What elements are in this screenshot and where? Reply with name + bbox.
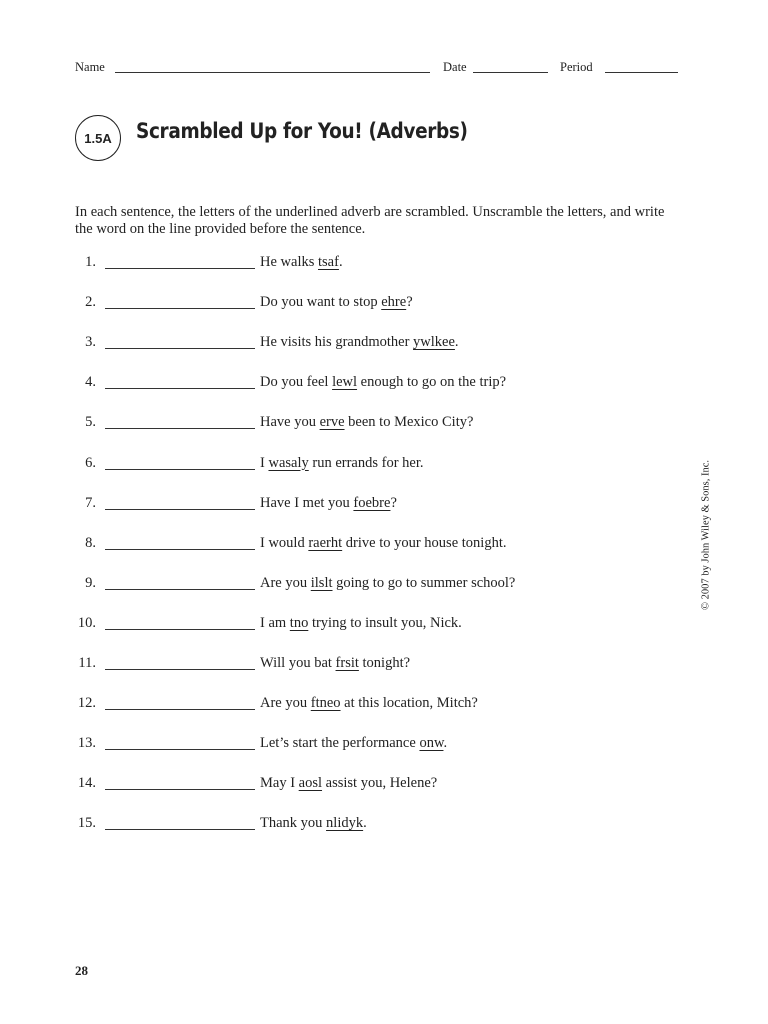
exercise-item [0,575,690,595]
sentence-start: I [260,454,269,471]
item-number: 14. [77,775,96,792]
instructions: In each sentence, the letters of the underlined adverb are scrambled. Unscramble the letters, and write the word on the line provided before the sentence. [75,204,665,237]
sentence [260,294,413,311]
sentence-start: Thank you [260,815,327,832]
item-number: 8. [85,534,96,551]
sentence-start: Do you want to stop [260,294,382,311]
sentence-start: I am [260,614,290,631]
sentence-start: May I [260,775,299,792]
exercise-item [0,495,690,515]
exercise-item [0,615,690,635]
sentence-end: at this location, Mitch? [340,695,478,712]
item-number: 6. [85,454,96,471]
item-number: 3. [85,334,96,351]
scrambled-adverb: onw [419,735,444,752]
worksheet-header [75,60,680,76]
sentence-start: Are you [260,574,311,591]
scrambled-adverb: nlidyk [326,815,364,832]
sentence-start: Do you feel [260,374,333,391]
date-field[interactable] [473,72,548,73]
sentence-start: Are you [260,695,311,712]
exercise-item [0,254,690,274]
sentence [260,695,478,712]
sentence-end: run errands for her. [308,454,424,471]
copyright-notice: © 2007 by John Wiley & Sons, Inc. [700,460,712,610]
exercise-item [0,535,690,555]
sentence [260,414,473,431]
sentence [260,735,447,752]
sentence-end: trying to insult you, Nick. [308,614,462,631]
sentence-end: tonight? [358,655,411,671]
sentence-start: Let’s start the performance [260,735,420,752]
name-label: Name [75,60,105,74]
scrambled-adverb: raerht [308,534,343,551]
answer-blank[interactable] [105,308,255,309]
sentence-end: ? [406,294,413,311]
scrambled-adverb: ilslt [310,574,333,591]
sentence [260,495,397,512]
sentence-end: assist you, Helene? [322,775,438,792]
exercise-item [0,735,690,755]
scrambled-adverb: foebre [353,494,391,511]
sentence [260,775,437,792]
scrambled-adverb: ftneo [310,695,341,712]
item-number: 13. [77,735,96,752]
sentence-start: Will you bat [260,655,336,671]
sentence-start: He visits his grandmother [260,334,414,351]
item-number: 12. [77,695,96,712]
answer-blank[interactable] [105,589,255,590]
page-title: Scrambled Up for You! (Adverbs) [136,119,468,143]
sentence-end: . [363,815,367,832]
exercise-item [0,334,690,354]
answer-blank[interactable] [105,268,255,269]
item-number: 11. [78,655,96,671]
item-number: 1. [85,254,96,270]
scrambled-adverb: ywlkee [413,334,455,351]
answer-blank[interactable] [105,749,255,750]
item-number: 2. [85,294,96,311]
exercise-item [0,655,690,675]
period-field[interactable] [605,72,678,73]
item-number: 10. [77,614,96,631]
sentence-start: Have I met you [260,494,354,511]
sentence-end: enough to go on the trip? [357,374,507,391]
sentence [260,655,410,672]
exercise-item [0,775,690,795]
exercise-item [0,414,690,434]
lesson-badge: 1.5A [75,115,121,161]
sentence-start: He walks [260,254,318,270]
sentence-end: . [443,735,448,752]
name-field[interactable] [115,72,430,73]
page-number: 28 [75,963,88,978]
scrambled-adverb: ehre [381,294,407,311]
scrambled-adverb: aosl [298,775,323,792]
answer-blank[interactable] [105,549,255,550]
item-number: 15. [77,815,96,832]
item-number: 5. [85,414,96,431]
sentence-end: been to Mexico City? [344,414,474,431]
exercise-item [0,455,690,475]
period-label: Period [560,60,593,74]
scrambled-adverb: lewl [332,374,358,391]
answer-blank[interactable] [105,669,255,670]
date-label: Date [443,60,467,74]
exercise-item [0,815,690,835]
sentence-end: drive to your house tonight. [342,534,507,551]
answer-blank[interactable] [105,829,255,830]
scrambled-adverb: erve [319,414,345,431]
sentence [260,254,343,271]
answer-blank[interactable] [105,629,255,630]
sentence-end: ? [390,494,397,511]
scrambled-adverb: wasaly [268,454,309,471]
answer-blank[interactable] [105,469,255,470]
item-number: 4. [85,374,96,391]
sentence-start: Have you [260,414,320,431]
answer-blank[interactable] [105,709,255,710]
item-number: 9. [85,574,96,591]
answer-blank[interactable] [105,789,255,790]
sentence-end: . [454,334,459,351]
item-number: 7. [85,494,96,511]
sentence [260,374,506,391]
scrambled-adverb: frsit [335,655,359,671]
answer-blank[interactable] [105,509,255,510]
sentence [260,575,515,592]
answer-blank[interactable] [105,428,255,429]
scrambled-adverb: tno [289,614,309,631]
sentence [260,615,462,632]
answer-blank[interactable] [105,388,255,389]
sentence [260,815,367,832]
sentence [260,455,423,472]
sentence-end: going to go to summer school? [332,574,516,591]
sentence [260,535,506,552]
scrambled-adverb: tsaf [318,254,339,270]
exercise-item [0,294,690,314]
exercise-item [0,695,690,715]
exercise-item [0,374,690,394]
answer-blank[interactable] [105,348,255,349]
sentence-end: . [338,254,343,270]
sentence [260,334,459,351]
sentence-start: I would [260,534,309,551]
